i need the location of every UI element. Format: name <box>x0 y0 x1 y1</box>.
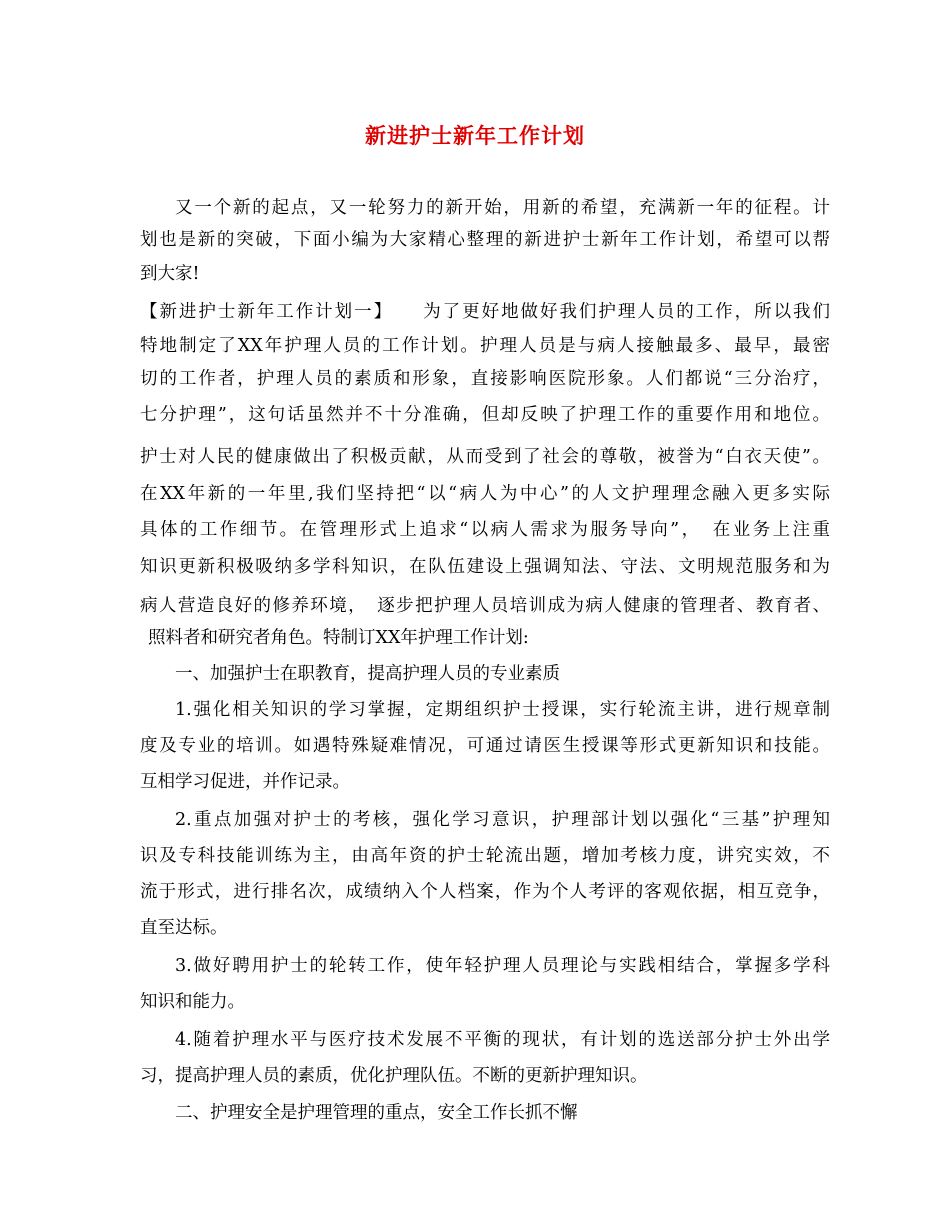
paragraph-line: 度及专业的培训。如遇特殊疑难情况，可通过请医生授课等形式更新知识和技能。 <box>140 736 830 756</box>
paragraph-line: 照料者和研究者角色。特制订XX年护理工作计划: <box>148 628 529 648</box>
section-heading-line: 一、加强护士在职教育，提高护理人员的专业素质 <box>175 664 560 684</box>
paragraph-line: 七分护理”，这句话虽然并不十分准确，但却反映了护理工作的重要作用和地位。 <box>140 405 830 425</box>
paragraph-line: 直至达标。 <box>140 918 228 938</box>
section-heading-line: 【新进护士新年工作计划一】 为了更好地做好我们护理人员的工作，所以我们 <box>140 302 830 322</box>
list-item-line: 3.做好聘用护士的轮转工作，使年轻护理人员理论与实践相结合，掌握多学科 <box>175 956 830 976</box>
list-item-line: 1.强化相关知识的学习掌握，定期组织护士授课，实行轮流主讲，进行规章制 <box>175 700 830 720</box>
paragraph-line: 知识更新积极吸纳多学科知识，在队伍建设上强调知法、守法、文明规范服务和为 <box>140 557 830 577</box>
paragraph-line: 流于形式，进行排名次，成绩纳入个人档案，作为个人考评的客观依据，相互竞争， <box>140 882 830 902</box>
list-item-line: 2.重点加强对护士的考核，强化学习意识，护理部计划以强化“三基”护理知 <box>175 810 830 830</box>
paragraph-line: 特地制定了XX年护理人员的工作计划。护理人员是与病人接触最多、最早，最密 <box>140 336 830 356</box>
section-heading-line: 二、护理安全是护理管理的重点，安全工作长抓不懈 <box>175 1103 578 1123</box>
paragraph-line: 切的工作者，护理人员的素质和形象，直接影响医院形象。人们都说“三分治疗， <box>140 369 830 389</box>
paragraph-line: 识及专科技能训练为主，由高年资的护士轮流出题，增加考核力度，讲究实效，不 <box>140 846 830 866</box>
paragraph-line: 到大家! <box>140 264 200 284</box>
list-item-line: 4.随着护理水平与医疗技术发展不平衡的现状，有计划的选送部分护士外出学 <box>175 1030 830 1050</box>
paragraph-line: 护士对人民的健康做出了积极贡献，从而受到了社会的尊敬，被誉为“白衣天使”。 <box>140 447 830 467</box>
paragraph-line: 习，提高护理人员的素质，优化护理队伍。不断的更新护理知识。 <box>140 1066 648 1086</box>
document-title: 新进护士新年工作计划 <box>365 123 585 148</box>
paragraph-line: 在XX年新的一年里,我们坚持把“以“病人为中心”的人文护理理念融入更多实际 <box>140 484 830 504</box>
paragraph-line: 具体的工作细节。在管理形式上追求“以病人需求为服务导向”， 在业务上注重 <box>140 520 830 540</box>
paragraph-line: 又一个新的起点，又一轮努力的新开始，用新的希望，充满新一年的征程。计 <box>175 198 830 218</box>
paragraph-line: 划也是新的突破，下面小编为大家精心整理的新进护士新年工作计划，希望可以帮 <box>140 230 830 250</box>
paragraph-line: 病人营造良好的修养环境， 逐步把护理人员培训成为病人健康的管理者、教育者、 <box>140 596 830 616</box>
paragraph-line: 互相学习促进，并作记录。 <box>140 772 350 792</box>
paragraph-line: 知识和能力。 <box>140 992 245 1012</box>
